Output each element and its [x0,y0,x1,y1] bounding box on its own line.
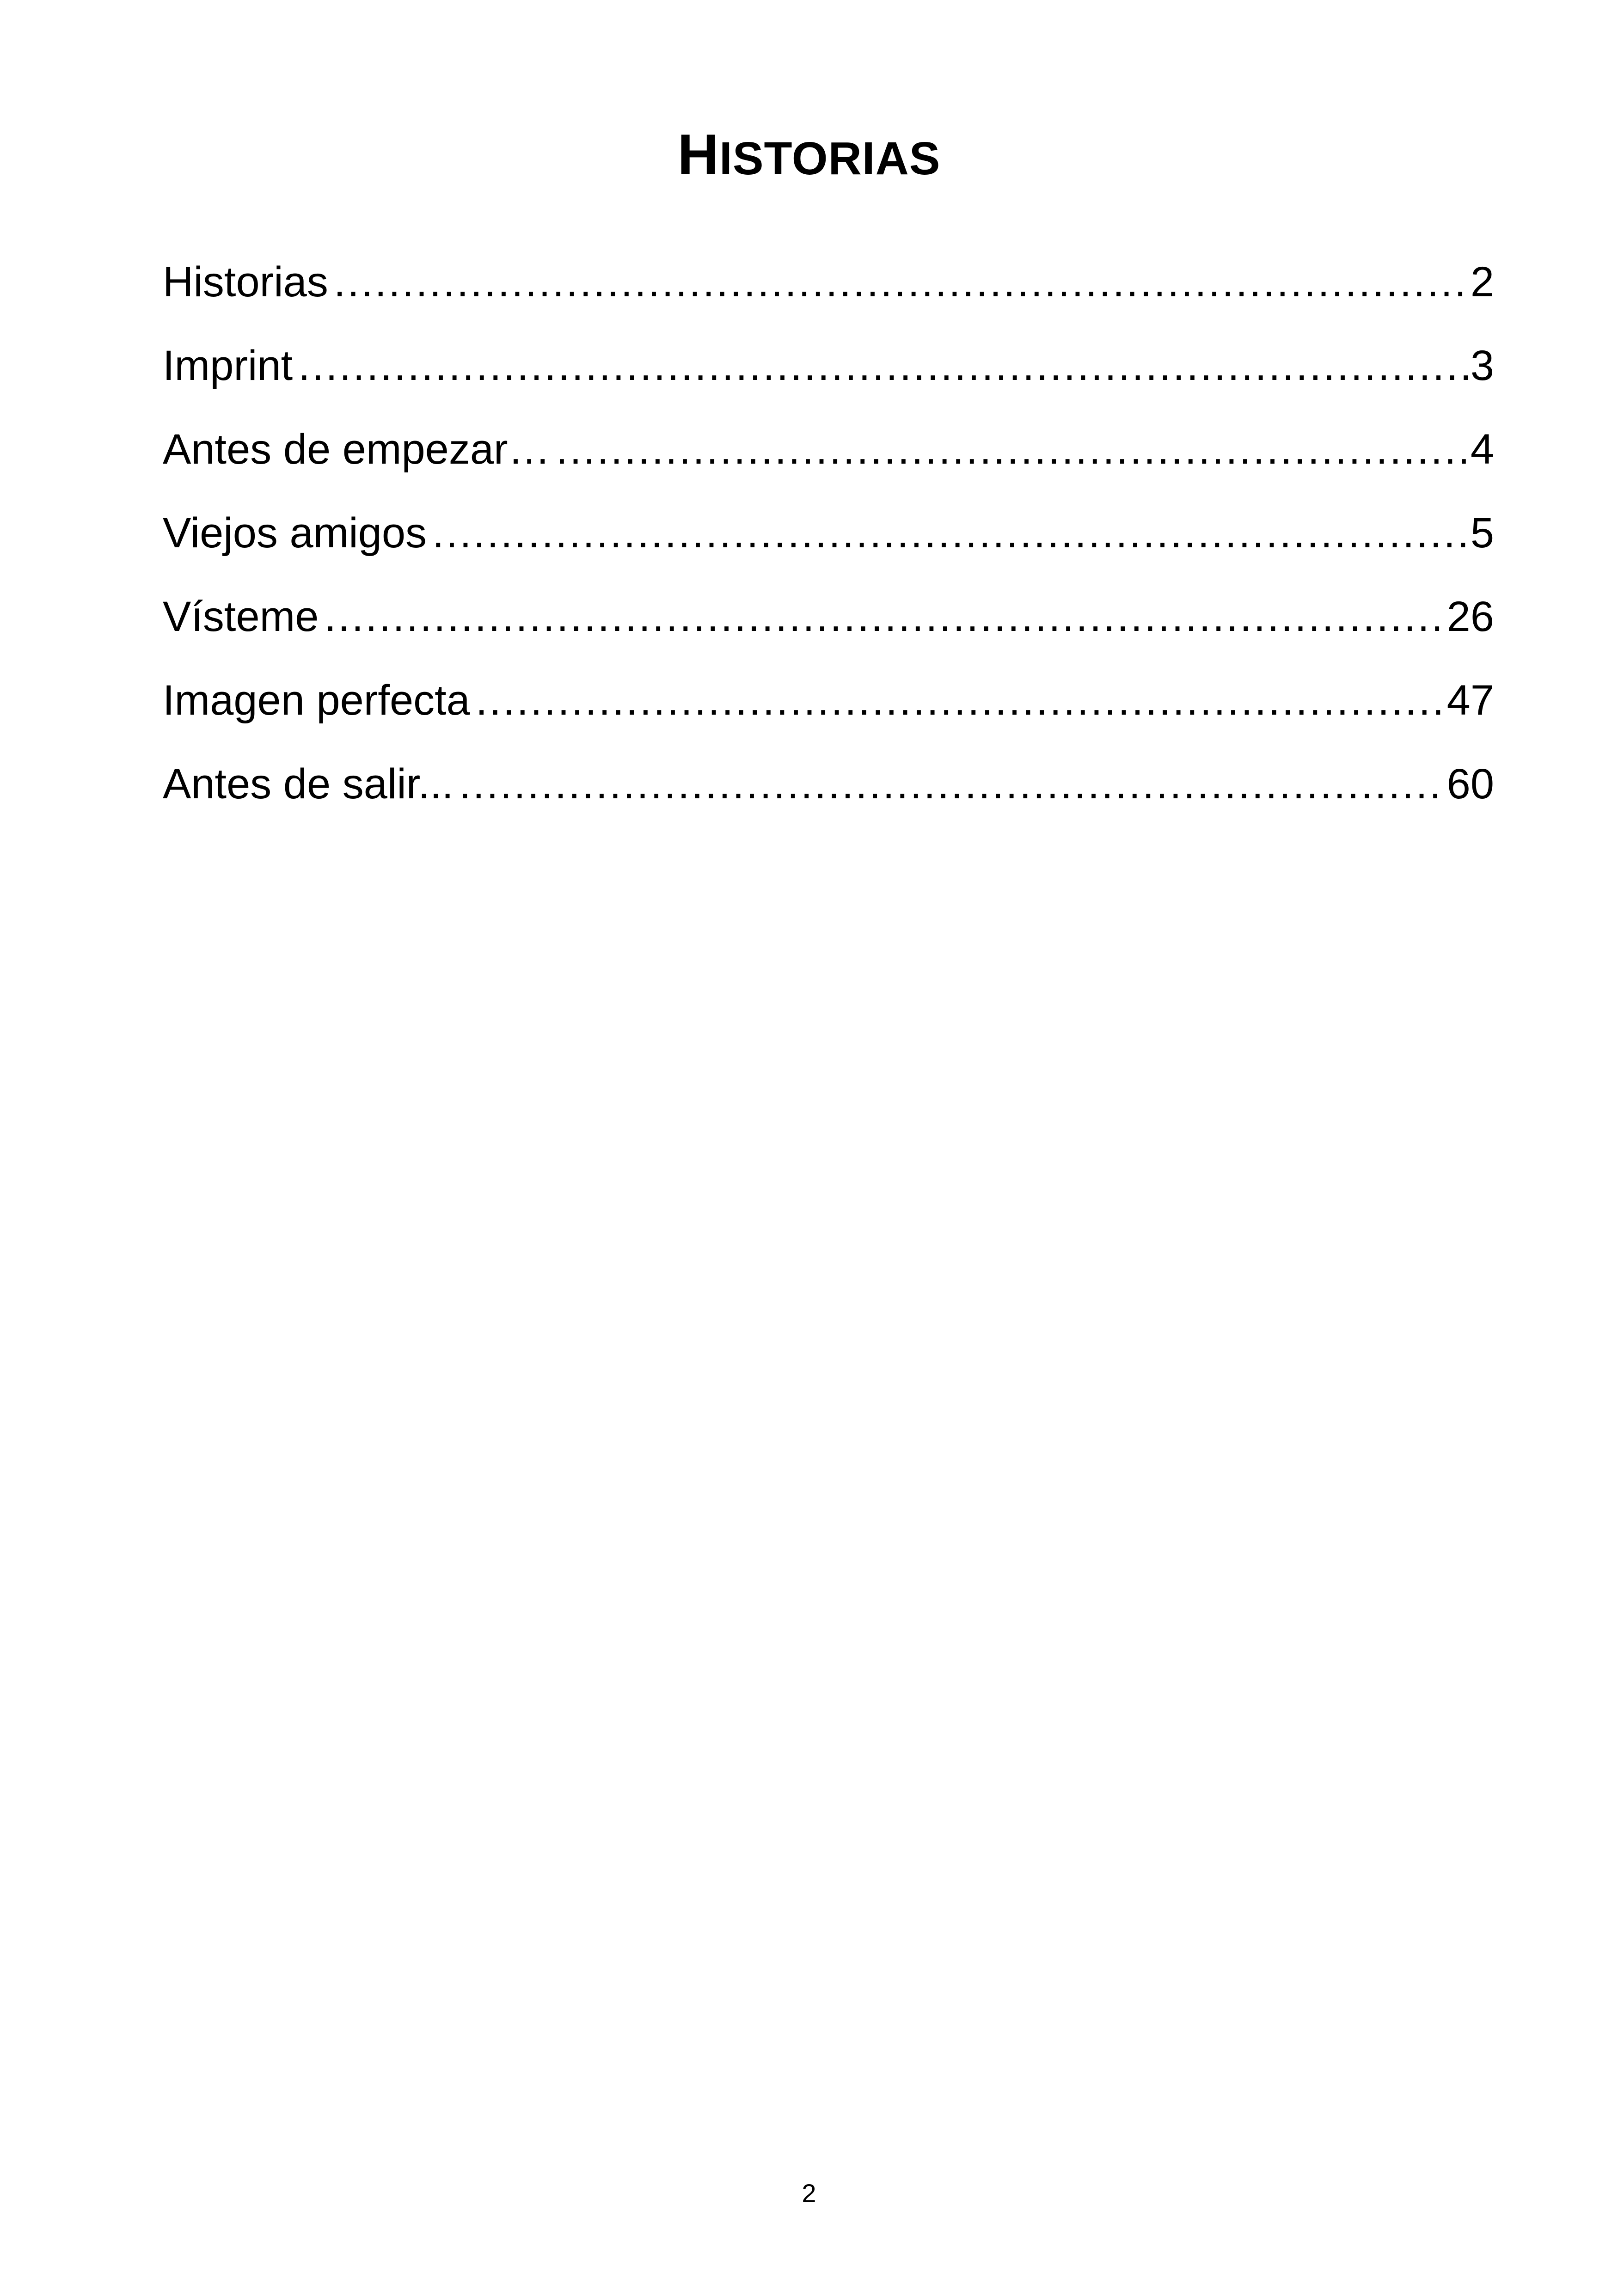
toc-entry[interactable] [163,670,1494,754]
toc-entry[interactable] [163,503,1494,587]
table-of-contents [163,252,1494,838]
toc-entry[interactable] [163,252,1494,336]
toc-entry-label: Historias [163,258,328,306]
toc-entry-page: 60 [1446,760,1494,808]
toc-entry[interactable] [163,587,1494,670]
toc-entry-label: Imprint [163,342,293,389]
toc-entry-label: Antes de salir... [163,760,454,808]
toc-entry-page: 2 [1470,258,1494,306]
toc-entry-page: 5 [1470,509,1494,557]
toc-entry-leader [476,670,1444,730]
toc-entry-page: 3 [1470,342,1494,389]
toc-entry-leader [324,587,1444,647]
page-title-rest: ISTORIAS [719,133,941,184]
toc-entry-leader [334,252,1468,312]
toc-entry[interactable] [163,419,1494,503]
page-title-initial: H [677,123,720,187]
toc-entry-label: Imagen perfecta [163,677,470,724]
toc-entry-leader [556,419,1468,479]
toc-entry-label: Vísteme [163,593,319,640]
toc-entry[interactable] [163,754,1494,838]
toc-entry-page: 4 [1470,426,1494,473]
toc-entry[interactable] [163,336,1494,419]
toc-entry-page: 47 [1446,677,1494,724]
page-number: 2 [802,2179,816,2208]
page-title [0,118,1618,196]
toc-entry-label: Antes de empezar… [163,426,551,473]
toc-entry-leader [459,754,1444,814]
toc-entry-leader [298,336,1468,396]
toc-entry-label: Viejos amigos [163,509,427,557]
toc-entry-page: 26 [1446,593,1494,640]
toc-entry-leader [432,503,1468,563]
